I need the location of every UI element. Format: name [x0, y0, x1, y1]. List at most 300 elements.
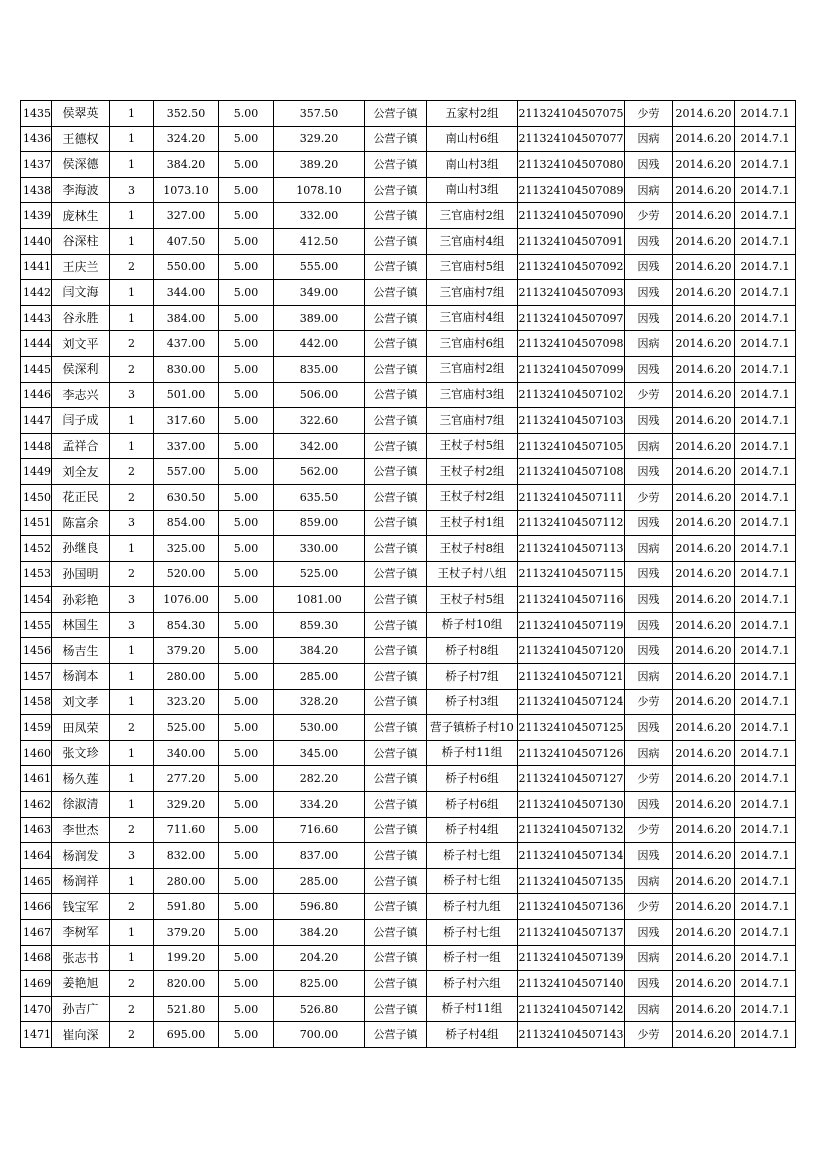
start-date-cell: 2014.6.20: [673, 996, 735, 1022]
table-row: [21, 382, 796, 408]
household-size-cell: 2: [110, 561, 154, 587]
address-cell: 三官庙村7组: [427, 280, 518, 306]
row-number-cell: 1460: [21, 740, 52, 766]
start-date-cell: 2014.6.20: [673, 945, 735, 971]
category-cell: 少劳: [625, 894, 673, 920]
name-cell: 刘文平: [52, 331, 110, 357]
category-cell: 少劳: [625, 817, 673, 843]
increase-cell: 5.00: [219, 433, 274, 459]
row-number-cell: 1461: [21, 766, 52, 792]
total-cell: 282.20: [274, 766, 365, 792]
total-cell: 530.00: [274, 715, 365, 741]
household-size-cell: 1: [110, 766, 154, 792]
household-size-cell: 2: [110, 254, 154, 280]
increase-cell: 5.00: [219, 664, 274, 690]
table-row: [21, 228, 796, 254]
category-cell: 少劳: [625, 203, 673, 229]
address-cell: 三官庙村5组: [427, 254, 518, 280]
total-cell: 330.00: [274, 536, 365, 562]
increase-cell: 5.00: [219, 101, 274, 127]
row-number-cell: 1442: [21, 280, 52, 306]
household-size-cell: 1: [110, 433, 154, 459]
address-cell: 王杖子村5组: [427, 433, 518, 459]
town-cell: 公营子镇: [365, 126, 427, 152]
total-cell: 285.00: [274, 868, 365, 894]
row-number-cell: 1447: [21, 408, 52, 434]
row-number-cell: 1463: [21, 817, 52, 843]
household-size-cell: 2: [110, 715, 154, 741]
id-number-cell: 211324104507120: [518, 638, 625, 664]
household-size-cell: 2: [110, 971, 154, 997]
row-number-cell: 1440: [21, 228, 52, 254]
category-cell: 因残: [625, 792, 673, 818]
row-number-cell: 1446: [21, 382, 52, 408]
household-size-cell: 3: [110, 612, 154, 638]
household-size-cell: 3: [110, 382, 154, 408]
effective-date-cell: 2014.7.1: [735, 945, 796, 971]
total-cell: 526.80: [274, 996, 365, 1022]
name-cell: 花正民: [52, 484, 110, 510]
town-cell: 公营子镇: [365, 715, 427, 741]
effective-date-cell: 2014.7.1: [735, 356, 796, 382]
row-number-cell: 1470: [21, 996, 52, 1022]
amount-cell: 407.50: [154, 228, 219, 254]
name-cell: 崔向深: [52, 1022, 110, 1048]
id-number-cell: 211324104507116: [518, 587, 625, 613]
category-cell: 因残: [625, 561, 673, 587]
amount-cell: 437.00: [154, 331, 219, 357]
total-cell: 1078.10: [274, 177, 365, 203]
start-date-cell: 2014.6.20: [673, 254, 735, 280]
amount-cell: 830.00: [154, 356, 219, 382]
amount-cell: 323.20: [154, 689, 219, 715]
start-date-cell: 2014.6.20: [673, 203, 735, 229]
id-number-cell: 211324104507127: [518, 766, 625, 792]
effective-date-cell: 2014.7.1: [735, 126, 796, 152]
amount-cell: 557.00: [154, 459, 219, 485]
amount-cell: 854.30: [154, 612, 219, 638]
town-cell: 公营子镇: [365, 433, 427, 459]
town-cell: 公营子镇: [365, 920, 427, 946]
town-cell: 公营子镇: [365, 868, 427, 894]
name-cell: 杨润本: [52, 664, 110, 690]
increase-cell: 5.00: [219, 868, 274, 894]
effective-date-cell: 2014.7.1: [735, 203, 796, 229]
amount-cell: 521.80: [154, 996, 219, 1022]
name-cell: 杨久莲: [52, 766, 110, 792]
start-date-cell: 2014.6.20: [673, 433, 735, 459]
id-number-cell: 211324104507103: [518, 408, 625, 434]
effective-date-cell: 2014.7.1: [735, 817, 796, 843]
name-cell: 李志兴: [52, 382, 110, 408]
address-cell: 王杖子村8组: [427, 536, 518, 562]
effective-date-cell: 2014.7.1: [735, 792, 796, 818]
category-cell: 因残: [625, 638, 673, 664]
table-row: [21, 868, 796, 894]
household-size-cell: 2: [110, 331, 154, 357]
start-date-cell: 2014.6.20: [673, 664, 735, 690]
effective-date-cell: 2014.7.1: [735, 843, 796, 869]
town-cell: 公营子镇: [365, 894, 427, 920]
id-number-cell: 211324104507111: [518, 484, 625, 510]
household-size-cell: 3: [110, 843, 154, 869]
household-size-cell: 1: [110, 152, 154, 178]
id-number-cell: 211324104507143: [518, 1022, 625, 1048]
name-cell: 张志书: [52, 945, 110, 971]
town-cell: 公营子镇: [365, 1022, 427, 1048]
address-cell: 三官庙村6组: [427, 331, 518, 357]
id-number-cell: 211324104507077: [518, 126, 625, 152]
town-cell: 公营子镇: [365, 280, 427, 306]
household-size-cell: 1: [110, 408, 154, 434]
household-size-cell: 1: [110, 638, 154, 664]
start-date-cell: 2014.6.20: [673, 1022, 735, 1048]
increase-cell: 5.00: [219, 945, 274, 971]
town-cell: 公营子镇: [365, 382, 427, 408]
town-cell: 公营子镇: [365, 203, 427, 229]
start-date-cell: 2014.6.20: [673, 126, 735, 152]
town-cell: 公营子镇: [365, 177, 427, 203]
name-cell: 陈富余: [52, 510, 110, 536]
increase-cell: 5.00: [219, 510, 274, 536]
town-cell: 公营子镇: [365, 996, 427, 1022]
row-number-cell: 1457: [21, 664, 52, 690]
start-date-cell: 2014.6.20: [673, 408, 735, 434]
name-cell: 孙吉广: [52, 996, 110, 1022]
total-cell: 328.20: [274, 689, 365, 715]
id-number-cell: 211324104507090: [518, 203, 625, 229]
effective-date-cell: 2014.7.1: [735, 766, 796, 792]
amount-cell: 344.00: [154, 280, 219, 306]
id-number-cell: 211324104507139: [518, 945, 625, 971]
start-date-cell: 2014.6.20: [673, 459, 735, 485]
total-cell: 384.20: [274, 920, 365, 946]
total-cell: 506.00: [274, 382, 365, 408]
address-cell: 三官庙村2组: [427, 203, 518, 229]
table-row: [21, 715, 796, 741]
household-size-cell: 3: [110, 510, 154, 536]
town-cell: 公营子镇: [365, 331, 427, 357]
town-cell: 公营子镇: [365, 817, 427, 843]
name-cell: 李树军: [52, 920, 110, 946]
amount-cell: 329.20: [154, 792, 219, 818]
name-cell: 刘全友: [52, 459, 110, 485]
row-number-cell: 1436: [21, 126, 52, 152]
total-cell: 716.60: [274, 817, 365, 843]
increase-cell: 5.00: [219, 817, 274, 843]
household-size-cell: 2: [110, 996, 154, 1022]
town-cell: 公营子镇: [365, 152, 427, 178]
category-cell: 因病: [625, 740, 673, 766]
category-cell: 因残: [625, 971, 673, 997]
id-number-cell: 211324104507115: [518, 561, 625, 587]
town-cell: 公营子镇: [365, 612, 427, 638]
id-number-cell: 211324104507121: [518, 664, 625, 690]
effective-date-cell: 2014.7.1: [735, 510, 796, 536]
address-cell: 三官庙村4组: [427, 228, 518, 254]
category-cell: 因残: [625, 715, 673, 741]
increase-cell: 5.00: [219, 894, 274, 920]
start-date-cell: 2014.6.20: [673, 689, 735, 715]
town-cell: 公营子镇: [365, 740, 427, 766]
id-number-cell: 211324104507119: [518, 612, 625, 638]
effective-date-cell: 2014.7.1: [735, 280, 796, 306]
category-cell: 因残: [625, 459, 673, 485]
row-number-cell: 1439: [21, 203, 52, 229]
id-number-cell: 211324104507098: [518, 331, 625, 357]
start-date-cell: 2014.6.20: [673, 177, 735, 203]
increase-cell: 5.00: [219, 382, 274, 408]
town-cell: 公营子镇: [365, 536, 427, 562]
increase-cell: 5.00: [219, 484, 274, 510]
row-number-cell: 1458: [21, 689, 52, 715]
amount-cell: 711.60: [154, 817, 219, 843]
id-number-cell: 211324104507140: [518, 971, 625, 997]
household-size-cell: 2: [110, 484, 154, 510]
name-cell: 李世杰: [52, 817, 110, 843]
increase-cell: 5.00: [219, 612, 274, 638]
category-cell: 少劳: [625, 484, 673, 510]
id-number-cell: 211324104507137: [518, 920, 625, 946]
table-row: [21, 177, 796, 203]
id-number-cell: 211324104507130: [518, 792, 625, 818]
household-size-cell: 2: [110, 459, 154, 485]
increase-cell: 5.00: [219, 638, 274, 664]
effective-date-cell: 2014.7.1: [735, 101, 796, 127]
increase-cell: 5.00: [219, 843, 274, 869]
start-date-cell: 2014.6.20: [673, 101, 735, 127]
amount-cell: 550.00: [154, 254, 219, 280]
table-row: [21, 510, 796, 536]
table-row: [21, 945, 796, 971]
category-cell: 少劳: [625, 382, 673, 408]
amount-cell: 501.00: [154, 382, 219, 408]
id-number-cell: 211324104507091: [518, 228, 625, 254]
table-row: [21, 740, 796, 766]
name-cell: 李海波: [52, 177, 110, 203]
category-cell: 因病: [625, 536, 673, 562]
increase-cell: 5.00: [219, 740, 274, 766]
effective-date-cell: 2014.7.1: [735, 740, 796, 766]
increase-cell: 5.00: [219, 459, 274, 485]
amount-cell: 352.50: [154, 101, 219, 127]
town-cell: 公营子镇: [365, 664, 427, 690]
row-number-cell: 1435: [21, 101, 52, 127]
row-number-cell: 1451: [21, 510, 52, 536]
row-number-cell: 1438: [21, 177, 52, 203]
table-row: [21, 433, 796, 459]
amount-cell: 854.00: [154, 510, 219, 536]
table-row: [21, 638, 796, 664]
table-row: [21, 664, 796, 690]
address-cell: 桥子村一组: [427, 945, 518, 971]
household-size-cell: 1: [110, 536, 154, 562]
address-cell: 南山村6组: [427, 126, 518, 152]
row-number-cell: 1459: [21, 715, 52, 741]
increase-cell: 5.00: [219, 356, 274, 382]
town-cell: 公营子镇: [365, 843, 427, 869]
increase-cell: 5.00: [219, 203, 274, 229]
start-date-cell: 2014.6.20: [673, 536, 735, 562]
total-cell: 357.50: [274, 101, 365, 127]
start-date-cell: 2014.6.20: [673, 484, 735, 510]
town-cell: 公营子镇: [365, 510, 427, 536]
amount-cell: 520.00: [154, 561, 219, 587]
household-size-cell: 1: [110, 792, 154, 818]
name-cell: 孙彩艳: [52, 587, 110, 613]
address-cell: 王杖子村5组: [427, 587, 518, 613]
category-cell: 少劳: [625, 101, 673, 127]
name-cell: 杨吉生: [52, 638, 110, 664]
start-date-cell: 2014.6.20: [673, 280, 735, 306]
id-number-cell: 211324104507108: [518, 459, 625, 485]
amount-cell: 327.00: [154, 203, 219, 229]
increase-cell: 5.00: [219, 587, 274, 613]
household-size-cell: 1: [110, 228, 154, 254]
start-date-cell: 2014.6.20: [673, 587, 735, 613]
category-cell: 因残: [625, 152, 673, 178]
id-number-cell: 211324104507126: [518, 740, 625, 766]
start-date-cell: 2014.6.20: [673, 561, 735, 587]
address-cell: 三官庙村4组: [427, 305, 518, 331]
table-row: [21, 766, 796, 792]
town-cell: 公营子镇: [365, 254, 427, 280]
total-cell: 859.00: [274, 510, 365, 536]
category-cell: 因病: [625, 996, 673, 1022]
name-cell: 刘文孝: [52, 689, 110, 715]
amount-cell: 325.00: [154, 536, 219, 562]
start-date-cell: 2014.6.20: [673, 152, 735, 178]
address-cell: 三官庙村3组: [427, 382, 518, 408]
effective-date-cell: 2014.7.1: [735, 971, 796, 997]
records-table: [20, 100, 796, 1048]
household-size-cell: 3: [110, 177, 154, 203]
household-size-cell: 3: [110, 587, 154, 613]
category-cell: 因残: [625, 843, 673, 869]
category-cell: 因残: [625, 920, 673, 946]
effective-date-cell: 2014.7.1: [735, 1022, 796, 1048]
town-cell: 公营子镇: [365, 228, 427, 254]
amount-cell: 695.00: [154, 1022, 219, 1048]
table-row: [21, 101, 796, 127]
household-size-cell: 1: [110, 305, 154, 331]
table-row: [21, 843, 796, 869]
total-cell: 349.00: [274, 280, 365, 306]
effective-date-cell: 2014.7.1: [735, 433, 796, 459]
total-cell: 389.00: [274, 305, 365, 331]
household-size-cell: 1: [110, 101, 154, 127]
table-row: [21, 894, 796, 920]
address-cell: 南山村3组: [427, 152, 518, 178]
id-number-cell: 211324104507134: [518, 843, 625, 869]
increase-cell: 5.00: [219, 228, 274, 254]
table-row: [21, 792, 796, 818]
total-cell: 635.50: [274, 484, 365, 510]
table-row: [21, 331, 796, 357]
effective-date-cell: 2014.7.1: [735, 254, 796, 280]
total-cell: 329.20: [274, 126, 365, 152]
address-cell: 桥子村10组: [427, 612, 518, 638]
category-cell: 少劳: [625, 766, 673, 792]
total-cell: 322.60: [274, 408, 365, 434]
category-cell: 少劳: [625, 689, 673, 715]
category-cell: 因残: [625, 587, 673, 613]
name-cell: 徐淑清: [52, 792, 110, 818]
name-cell: 钱宝军: [52, 894, 110, 920]
effective-date-cell: 2014.7.1: [735, 177, 796, 203]
effective-date-cell: 2014.7.1: [735, 484, 796, 510]
total-cell: 525.00: [274, 561, 365, 587]
id-number-cell: 211324104507099: [518, 356, 625, 382]
amount-cell: 337.00: [154, 433, 219, 459]
row-number-cell: 1454: [21, 587, 52, 613]
name-cell: 闫文海: [52, 280, 110, 306]
amount-cell: 317.60: [154, 408, 219, 434]
row-number-cell: 1443: [21, 305, 52, 331]
row-number-cell: 1469: [21, 971, 52, 997]
id-number-cell: 211324104507113: [518, 536, 625, 562]
effective-date-cell: 2014.7.1: [735, 331, 796, 357]
total-cell: 204.20: [274, 945, 365, 971]
name-cell: 谷永胜: [52, 305, 110, 331]
name-cell: 姜艳旭: [52, 971, 110, 997]
start-date-cell: 2014.6.20: [673, 766, 735, 792]
household-size-cell: 1: [110, 945, 154, 971]
amount-cell: 384.20: [154, 152, 219, 178]
start-date-cell: 2014.6.20: [673, 510, 735, 536]
household-size-cell: 2: [110, 1022, 154, 1048]
effective-date-cell: 2014.7.1: [735, 228, 796, 254]
table-row: [21, 587, 796, 613]
row-number-cell: 1468: [21, 945, 52, 971]
increase-cell: 5.00: [219, 561, 274, 587]
category-cell: 因残: [625, 408, 673, 434]
name-cell: 王德权: [52, 126, 110, 152]
id-number-cell: 211324104507136: [518, 894, 625, 920]
amount-cell: 379.20: [154, 638, 219, 664]
id-number-cell: 211324104507092: [518, 254, 625, 280]
row-number-cell: 1465: [21, 868, 52, 894]
address-cell: 桥子村3组: [427, 689, 518, 715]
row-number-cell: 1471: [21, 1022, 52, 1048]
town-cell: 公营子镇: [365, 408, 427, 434]
increase-cell: 5.00: [219, 689, 274, 715]
effective-date-cell: 2014.7.1: [735, 152, 796, 178]
increase-cell: 5.00: [219, 126, 274, 152]
table-row: [21, 408, 796, 434]
total-cell: 825.00: [274, 971, 365, 997]
increase-cell: 5.00: [219, 536, 274, 562]
household-size-cell: 1: [110, 740, 154, 766]
household-size-cell: 2: [110, 894, 154, 920]
name-cell: 庞林生: [52, 203, 110, 229]
name-cell: 谷深柱: [52, 228, 110, 254]
amount-cell: 384.00: [154, 305, 219, 331]
name-cell: 闫子成: [52, 408, 110, 434]
total-cell: 345.00: [274, 740, 365, 766]
total-cell: 334.20: [274, 792, 365, 818]
address-cell: 王杖子村八组: [427, 561, 518, 587]
name-cell: 杨润发: [52, 843, 110, 869]
category-cell: 因残: [625, 510, 673, 536]
table-row: [21, 305, 796, 331]
total-cell: 332.00: [274, 203, 365, 229]
category-cell: 因残: [625, 280, 673, 306]
total-cell: 700.00: [274, 1022, 365, 1048]
address-cell: 三官庙村2组: [427, 356, 518, 382]
total-cell: 442.00: [274, 331, 365, 357]
category-cell: 因残: [625, 228, 673, 254]
